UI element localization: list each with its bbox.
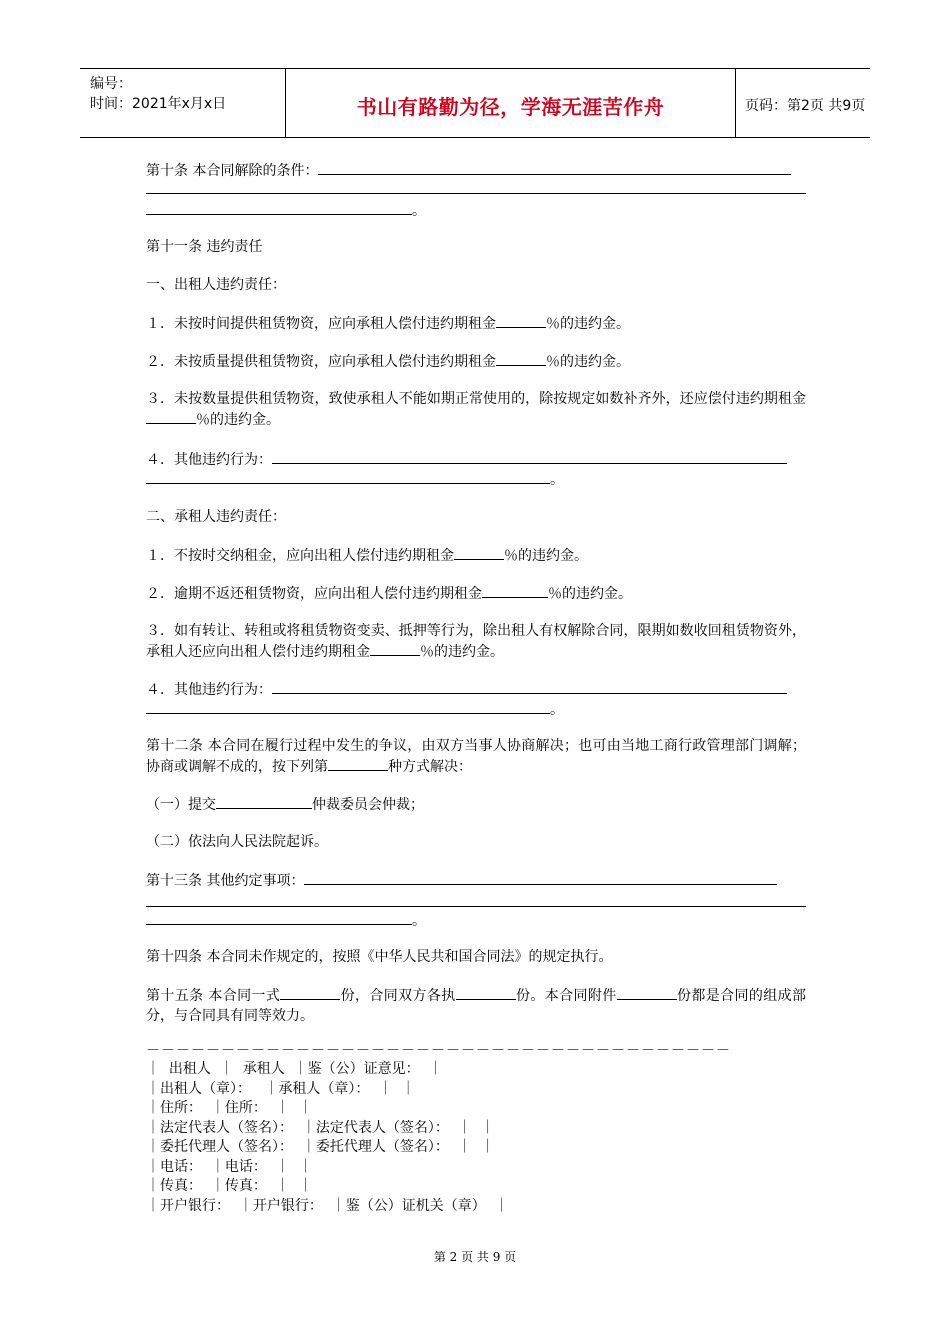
blank-field[interactable] bbox=[456, 985, 516, 1000]
table-row: ｜开户银行： ｜开户银行： ｜鉴（公）证机关（章） ｜ bbox=[146, 1197, 509, 1214]
lessor-liability-title: 一、出租人违约责任： bbox=[146, 277, 286, 293]
table-row: ｜ 出租人 ｜ 承租人 ｜鉴（公）证意见： ｜ bbox=[146, 1061, 443, 1077]
header-motto-cell bbox=[285, 69, 736, 137]
table-row: ｜电话： ｜电话： ｜ ｜ bbox=[146, 1158, 313, 1175]
lessor-item-3: ３．未按数量提供租赁物资，致使承租人不能如期正常使用的，除按规定如数补齐外，还应偿付违约期租金％的违约金。 bbox=[146, 391, 806, 428]
blank-line[interactable] bbox=[318, 160, 791, 175]
header-left-cell bbox=[80, 69, 285, 137]
lessee-liability-title: 二、承租人违约责任： bbox=[146, 509, 286, 525]
blank-field[interactable] bbox=[482, 583, 548, 598]
blank-line[interactable] bbox=[146, 200, 412, 215]
article-13: 第十三条 其他约定事项： bbox=[146, 870, 806, 891]
article-10-last-line: 。 bbox=[146, 200, 806, 221]
page-header bbox=[80, 68, 870, 138]
blank-field[interactable] bbox=[496, 351, 546, 366]
article-14: 第十四条 本合同未作规定的，按照《中华人民共和国合同法》的规定执行。 bbox=[146, 949, 613, 965]
blank-line[interactable] bbox=[272, 679, 787, 694]
blank-line[interactable] bbox=[146, 906, 806, 907]
lessor-item-4-last-line: 。 bbox=[146, 469, 806, 490]
blank-field[interactable] bbox=[454, 545, 504, 560]
header-motto: 书山有路勤为径，学海无涯苦作舟 bbox=[356, 95, 665, 119]
article-10 bbox=[146, 160, 806, 181]
blank-field[interactable] bbox=[617, 985, 677, 1000]
blank-line[interactable] bbox=[272, 449, 787, 464]
article-12: 第十二条 本合同在履行过程中发生的争议，由双方当事人协商解决；也可由当地工商行政管理部门调解；协商或调解不成的，按下列第 种方式解决： bbox=[146, 738, 806, 775]
header-page-info: 页码：第2页 共9页 bbox=[745, 98, 866, 114]
lessee-item-2: ２．逾期不返还租赁物资，应向出租人偿付违约期租金 ％的违约金。 bbox=[146, 583, 806, 604]
lessor-item-4: ４．其他违约行为： bbox=[146, 449, 806, 470]
lessee-item-4: ４．其他违约行为： bbox=[146, 679, 806, 700]
article-11-title: 第十一条 违约责任 bbox=[146, 239, 263, 255]
blank-line[interactable] bbox=[146, 699, 550, 714]
option-2: （二）依法向人民法院起诉。 bbox=[146, 834, 328, 850]
document-number-label: 编号： bbox=[90, 76, 132, 92]
lessee-item-1: １．不按时交纳租金，应向出租人偿付违约期租金 ％的违约金。 bbox=[146, 545, 806, 566]
blank-line[interactable] bbox=[146, 469, 550, 484]
blank-line[interactable] bbox=[304, 870, 777, 885]
lessee-item-3: ３．如有转让、转租或将租赁物资变卖、抵押等行为，除出租人有权解除合同，限期如数收回租赁物资外，承租人还应向出租人偿付违约期租金 ％的违约金。 bbox=[146, 623, 806, 660]
blank-field[interactable] bbox=[496, 313, 546, 328]
table-row: ｜委托代理人（签名）： ｜委托代理人（签名）： ｜ ｜ bbox=[146, 1139, 495, 1155]
blank-field[interactable] bbox=[146, 409, 196, 424]
header-right-cell bbox=[735, 69, 870, 137]
lessor-item-2: ２．未按质量提供租赁物资，应向承租人偿付违约期租金 ％的违约金。 bbox=[146, 351, 806, 372]
page-footer: 第 2 页 共 9 页 bbox=[433, 1250, 517, 1264]
table-row: ｜传真： ｜传真： ｜ ｜ bbox=[146, 1178, 313, 1194]
table-top-rule: －－－－－－－－－－－－－－－－－－－－－－－－－－－－－－－－－－－－－－－ bbox=[146, 1043, 731, 1059]
table-row: ｜出租人（章）： ｜承租人（章）： ｜ ｜ bbox=[146, 1080, 416, 1097]
option-1: （一）提交 仲裁委员会仲裁； bbox=[146, 794, 806, 815]
blank-line[interactable] bbox=[146, 193, 806, 194]
blank-field[interactable] bbox=[328, 756, 388, 771]
blank-field[interactable] bbox=[216, 794, 312, 809]
lessor-item-1: １．未按时间提供租赁物资，应向承租人偿付违约期租金 ％的违约金。 bbox=[146, 313, 806, 334]
blank-line[interactable] bbox=[146, 910, 412, 925]
blank-field[interactable] bbox=[280, 985, 340, 1000]
article-13-last-line: 。 bbox=[146, 910, 806, 931]
table-row: ｜法定代表人（签名）： ｜法定代表人（签名）： ｜ ｜ bbox=[146, 1119, 495, 1136]
article-10-text: 第十条 本合同解除的条件： bbox=[146, 163, 319, 179]
article-15: 第十五条 本合同一式 份，合同双方各执 份。本合同附件 份都是合同的组成部分，与合同具有同等效力。 bbox=[146, 985, 806, 1026]
table-row: ｜住所： ｜住所： ｜ ｜ bbox=[146, 1100, 313, 1116]
document-date: 时间：2021年x月x日 bbox=[90, 96, 227, 112]
lessee-item-4-last-line: 。 bbox=[146, 699, 806, 720]
blank-field[interactable] bbox=[370, 641, 420, 656]
signature-table bbox=[146, 1060, 509, 1216]
